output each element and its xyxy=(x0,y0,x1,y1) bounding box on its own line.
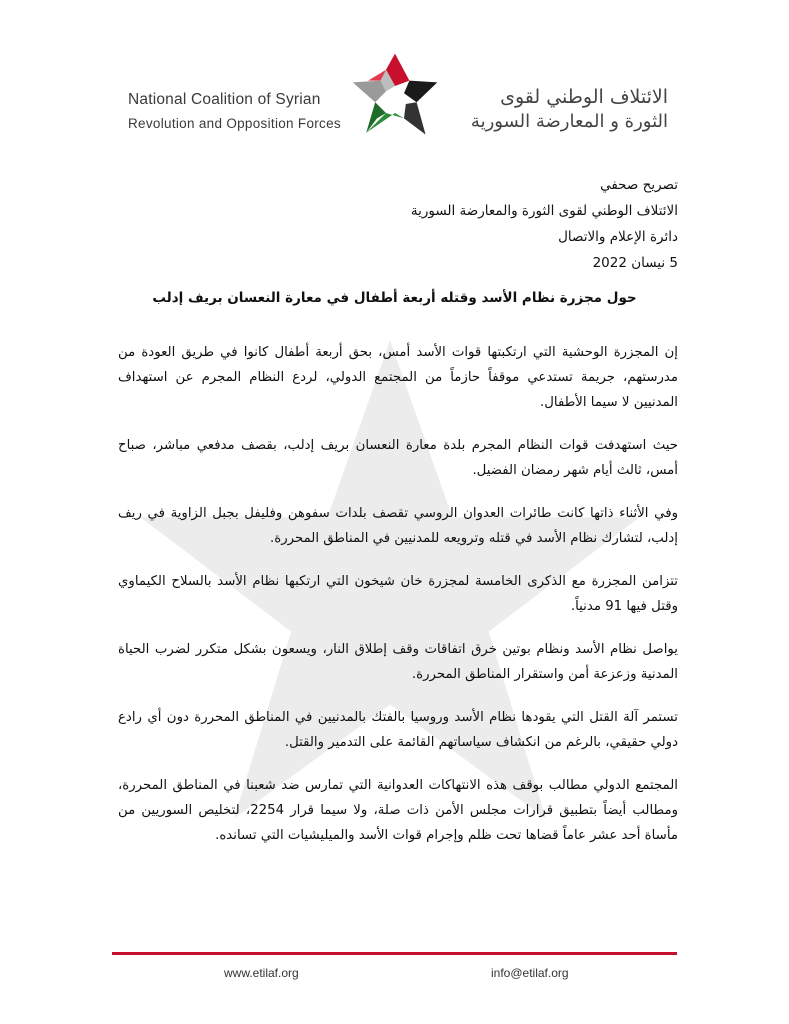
paragraph: تتزامن المجزرة مع الذكرى الخامسة لمجزرة خان شيخون التي ارتكبها نظام الأسد بالسلاح الكيماوي وقتل فيها 91 مدنياً. xyxy=(118,574,678,614)
paragraph: تستمر آلة القتل التي يقودها نظام الأسد وروسيا بالفتك بالمدنيين في المناطق المحررة دون أي رادع دولي حقيقي، بالرغم من انكشاف سياساتهم القائمة على التدمير والقتل. xyxy=(118,710,678,750)
footer-website-link[interactable]: www.etilaf.org xyxy=(224,966,299,980)
org-name-english xyxy=(128,90,341,134)
footer-divider xyxy=(112,952,677,955)
org-name-english-line1: National Coalition of Syrian xyxy=(128,91,321,108)
org-name-english-line2: Revolution and Opposition Forces xyxy=(128,116,341,131)
org-name-arabic-line1: الائتلاف الوطني لقوى xyxy=(500,86,668,108)
star-logo-icon xyxy=(350,50,440,140)
statement-dept: دائرة الإعلام والاتصال xyxy=(558,229,678,245)
org-name-arabic-line2: الثورة و المعارضة السورية xyxy=(470,111,668,132)
paragraph: إن المجزرة الوحشية التي ارتكبتها قوات الأسد أمس، بحق أربعة أطفال كانوا في طريق العودة من مدرستهم، جريمة تستدعي موقفاً حازماً من المجتمع الدولي، لردع النظام المجرم عن استهداف المدنيين لا سيما الأطفال. xyxy=(118,345,678,410)
statement-type: تصريح صحفي xyxy=(600,177,678,193)
org-name-arabic xyxy=(471,84,668,134)
paragraph: حيث استهدفت قوات النظام المجرم بلدة معارة النعسان بريف إدلب، بقصف مدفعي مباشر، صباح أمس، ثالث أيام شهر رمضان الفضيل. xyxy=(118,438,678,478)
paragraph: وفي الأثناء ذاتها كانت طائرات العدوان الروسي تقصف بلدات سفوهن وفليفل بجبل الزاوية في ريف إدلب، لتشارك نظام الأسد في قتله وترويعه للمدنيين في المناطق المحررة. xyxy=(118,506,678,546)
paragraph: المجتمع الدولي مطالب بوقف هذه الانتهاكات العدوانية التي تمارس ضد شعبنا في المناطق المحررة، ومطالب أيضاً بتطبيق قرارات مجلس الأمن ذات صلة، ولا سيما قرار 2254، لتخليص السوريين من مأساة أحد عشر عاماً قضاها تحت ظلم وإجرام قوات الأسد والميليشيات التي تسانده. xyxy=(118,778,678,843)
statement-body xyxy=(118,340,678,866)
statement-org: الائتلاف الوطني لقوى الثورة والمعارضة السورية xyxy=(410,203,678,219)
paragraph: يواصل نظام الأسد ونظام بوتين خرق اتفاقات وقف إطلاق النار، ويسعون بشكل متكرر لضرب الحياة المدنية وزعزعة أمن واستقرار المناطق المحررة. xyxy=(118,642,678,682)
statement-title: حول مجزرة نظام الأسد وقتله أربعة أطفال في معارة النعسان بريف إدلب xyxy=(152,290,637,306)
statement-date: 5 نيسان 2022 xyxy=(592,255,678,271)
statement-meta xyxy=(278,172,678,276)
footer-email-link[interactable]: info@etilaf.org xyxy=(491,966,569,980)
